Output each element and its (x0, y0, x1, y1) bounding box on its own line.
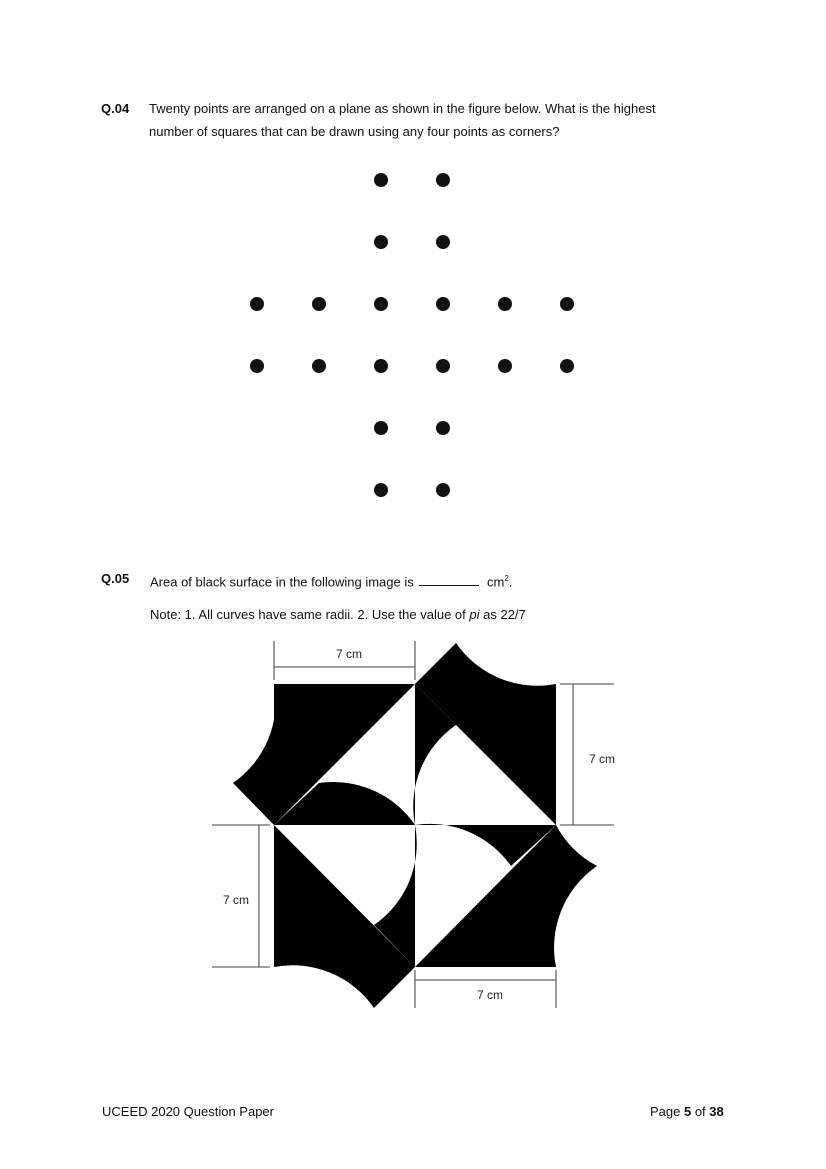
note-text (150, 607, 526, 622)
grid-dot (436, 173, 450, 187)
dimension-label-left: 7 cm (222, 893, 250, 907)
question-text (150, 567, 710, 593)
answer-blank (419, 573, 479, 586)
grid-dot (436, 297, 450, 311)
footer-title: UCEED 2020 Question Paper (102, 1104, 274, 1119)
grid-dot (436, 483, 450, 497)
question-number: Q.04 (101, 101, 130, 116)
grid-dot (312, 297, 326, 311)
sentence-end: . (508, 574, 513, 590)
grid-dot (374, 173, 388, 187)
dot-grid-figure (230, 160, 590, 510)
grid-dot (374, 297, 388, 311)
page-indicator (650, 1104, 724, 1119)
question-text (149, 97, 749, 143)
grid-dot (436, 235, 450, 249)
black-regions (233, 643, 597, 1008)
grid-dot (374, 483, 388, 497)
black-surface-figure (200, 630, 630, 1020)
grid-dot (250, 359, 264, 373)
dimension-label-right: 7 cm (588, 752, 616, 766)
grid-dot (312, 359, 326, 373)
grid-dot (498, 359, 512, 373)
grid-dot (374, 359, 388, 373)
page-total: 38 (709, 1104, 724, 1119)
question-number: Q.05 (101, 571, 130, 586)
page-prefix: Page (650, 1104, 684, 1119)
note-pi: pi (469, 607, 480, 622)
black-region (233, 684, 276, 825)
grid-dot (436, 421, 450, 435)
question-text-line: number of squares that can be drawn using any four points as corners? (149, 124, 560, 139)
page-current: 5 (683, 1104, 692, 1119)
dimension-label-bottom: 7 cm (476, 988, 504, 1002)
note-prefix: Note: 1. All curves have same radii. 2. Use the value of (150, 607, 470, 622)
page-mid: of (691, 1104, 710, 1119)
grid-dot (436, 359, 450, 373)
grid-dot (250, 297, 264, 311)
note-suffix: as 22/7 (479, 607, 526, 622)
grid-dot (560, 297, 574, 311)
unit-superscript: 2 (504, 574, 509, 583)
dimension-label-top: 7 cm (335, 647, 363, 661)
grid-dot (498, 297, 512, 311)
unit-label: cm (487, 574, 505, 590)
grid-dot (374, 421, 388, 435)
question-text-main: Area of black surface in the following image is (150, 574, 414, 590)
grid-dot (560, 359, 574, 373)
grid-dot (374, 235, 388, 249)
question-text-line: Twenty points are arranged on a plane as shown in the figure below. What is the highest (149, 101, 656, 116)
